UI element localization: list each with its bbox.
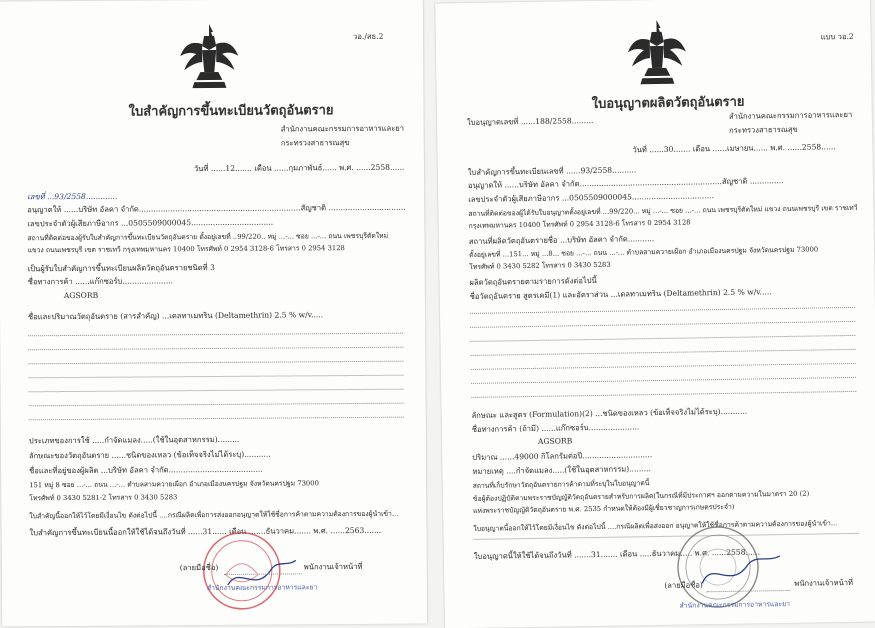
use-type-line: ประเภทของการใช้ .....กำจัดแมลง.....(ใช้ในอุตสาหกรรม)......... <box>28 434 240 446</box>
blank-line <box>471 391 856 398</box>
seal-text: สำนักงานคณะกรรมการอาหารและยา <box>679 599 791 610</box>
quantity-line: ปริมาณ ......49000 กิโลกรัมต่อปี............................. <box>472 450 653 462</box>
seal-text: สำนักงานคณะกรรมการอาหารและยา <box>206 583 318 593</box>
office-address-line-1: สถานที่ติดต่อของผู้ได้รับใบอนุญาตตั้งอยู่เลขที่ ...99/220... หมู่ ...-... ซอย ...-... ถนน เพชรบุรีตัดใหม่ แขวง ถนนเพชรบุรี เขต ราชเทวี <box>468 203 858 218</box>
formulation-line: ลักษณะ และสูตร (Formulation)(2) ...ชนิดของเหลว (ข้อเท็จจริงไม่ได้ระบุ)........... <box>471 406 748 420</box>
registration-reference: ใบสำคัญการขึ้นทะเบียนเลขที่ ......93/2558.......... <box>467 165 637 177</box>
issue-date: วันที่ ......12....... เดือน ......กุมภาพันธ์...... พ.ศ. ......2558...... <box>193 162 405 174</box>
blank-line <box>28 361 403 365</box>
signature-role: พนักงานเจ้าหน้าที่ <box>794 577 854 588</box>
blank-line <box>29 417 404 421</box>
tax-id-line: เลขประจำตัวผู้เสียภาษีอากร ...0505509000045.................................. <box>468 191 715 204</box>
regulation-line-2: แห่งพระราชบัญญัติวัตถุอันตราย พ.ศ. 2535 กำหนดให้ต้องมีผู้เชี่ยวชาญการเกษตรประจำ) <box>473 502 735 515</box>
address-line-2: แขวง ถนนเพชรบุรี เขต ราชเทวี กรุงเทพมหานคร 10400 โทรศัพท์ 0 2954 3128-6 โทรสาร 0 2954 3128 <box>27 244 345 255</box>
blank-line <box>28 347 403 351</box>
condition-line: ใบอนุญาตนี้ออกให้ไว้โดยมีเงื่อนไข ดังต่อไปนี้ ....กรณีผลิตเพื่อส่งออก อนุญาตให้ใช้ชื่อการค้าตามความต้องการของผู้นำเข้า... <box>473 519 838 533</box>
document-title: ใบสำคัญการขึ้นทะเบียนวัตถุอันตราย <box>128 103 334 120</box>
blank-line <box>471 363 856 370</box>
blank-line <box>470 307 855 314</box>
tax-id-line: เลขประจำตัวผู้เสียภาษีอากร ...0505509000045.................................. <box>27 217 274 229</box>
office-name: สำนักงานคณะกรรมการอาหารและยา <box>280 123 405 134</box>
manufacturer-phone: โทรศัพท์ 0 3430 5281-2 โทรสาร 0 3430 5283 <box>29 493 178 503</box>
garuda-emblem <box>178 22 240 92</box>
signature-label: (ลายมือชื่อ) <box>179 562 219 573</box>
class-line: เป็นผู้รับใบสำคัญการขึ้นทะเบียนผลิตวัตถุอันตรายชนิดที่ 3 <box>27 262 215 274</box>
produce-heading: ผลิตวัตถุอันตรายตามรายการดังต่อไปนี้ <box>469 275 597 287</box>
blank-line <box>29 389 404 393</box>
address-line-1: สถานที่ติดต่อของผู้รับใบสำคัญการขึ้นทะเบียนวัตถุอันตราย ตั้งอยู่เลขที่ ..99/220.. หมู่ ...-... ซอย ...-... ถนน เพชรบุรีตัดใหม่ <box>27 231 389 243</box>
registration-number: เลขที่ ...93/2558............. <box>27 191 118 202</box>
regulation-line-1: ข้อผู้ต้องปฏิบัติตามพระราชบัญญัติวัตถุอันตรายสำหรับการผลิต(ในกรณีที่มีประกาศฯ ออกตามความในมาตรา 20 (2) <box>472 489 810 503</box>
issue-date: วันที่ ......30....... เดือน ......เมษายน...... พ.ศ. ......2558...... <box>632 142 836 155</box>
signature-role: พนักงานเจ้าหน้าที่ <box>303 561 363 572</box>
trade-name-value: AGSORB <box>63 290 99 301</box>
signature-label: (ลายมือชื่อ) <box>664 580 703 590</box>
plant-address-line: ตั้งอยู่เลขที่ ...151... หมู่ ...8... ซอย ...-... ถนน ...-... ตำบลสามควายเผือก อำเภอเมืองนครปฐม จังหวัดนครปฐม 73000 <box>469 245 819 259</box>
blank-line <box>470 321 855 328</box>
office-address-line-2: กรุงเทพมหานคร 10400 โทรศัพท์ 0 2954 3128-6 โทรสาร 0 2954 3128 <box>468 218 691 230</box>
garuda-emblem <box>625 17 688 88</box>
licensee-line: อนุญาตให้ ......บริษัท อัลคา จำกัด...........................................................สัญชาติ .............. <box>467 176 784 190</box>
note-line: หมายเหตุ ....กำจัดแมลง.....(ใช้ในอุตสาหกรรม)......... <box>472 464 651 476</box>
ministry-name: กระทรวงสาธารณสุข <box>280 138 350 148</box>
blank-line <box>470 335 855 342</box>
formulation-line: ลักษณะของวัตถุอันตราย ......ชนิดของเหลว (ข้อเท็จจริงไม่ได้ระบุ)........... <box>28 449 271 461</box>
condition-line: ใบสำคัญนี้ออกให้ไว้โดยมีเงื่อนไข ดังต่อไปนี้ ....กรณีผลิตเพื่อการส่งออกอนุญาตให้ใช้ชื่อการค้าตามความต้องการของผู้นำเข้า... <box>29 509 399 521</box>
expiry-line: ใบอนุญาตนี้ให้ใช้ได้จนถึงวันที่ .......31....... เดือน .....ธันวาคม..... พ.ศ. ......2558...... <box>473 547 761 561</box>
ingredient-line: ชื่อและปริมาณวัตถุอันตราย (สารสำคัญ) ...เดลทาเมทริน (Deltamethrin) 2.5 % w/v..... <box>27 310 324 322</box>
licensee-line: อนุญาตให้ ......บริษัท อัลคา จำกัด...................................................................สัญชาติ ................................ <box>27 202 406 215</box>
blank-line <box>28 333 403 337</box>
blank-line <box>29 403 404 407</box>
form-code: วอ./สธ.2 <box>353 31 384 42</box>
document-title: ใบอนุญาตผลิตวัตถุอันตราย <box>591 94 745 113</box>
plant-name-line: สถานที่ผลิตวัตถุอันตรายชื่อ ...บริษัท อัลคา จำกัด........... <box>468 234 655 246</box>
manufacturer-line: ชื่อและที่อยู่ของผู้ผลิต ...บริษัท อัลคา จำกัด....................................... <box>29 464 263 476</box>
office-name: สำนักงานคณะกรรมการอาหารและยา <box>728 109 853 121</box>
storage-line: สถานที่เก็บรักษาวัตถุอันตรายการค้าตามที่ระบุในใบอนุญาตนี้ <box>472 479 650 490</box>
trade-name-line: ชื่อทางการค้า (ถ้ามี) ......แก๊กซอร์บ..................... <box>471 422 640 434</box>
manufacturer-address: 151 หมู่ 8 ซอย ...-... ถนน ...-... ตำบลสามควายเผือก อำเภอเมืองนครปฐม จังหวัดนครปฐม 73000 <box>29 479 319 490</box>
permit-number: ใบอนุญาตเลขที่ ......188/2558......... <box>466 115 594 127</box>
blank-line <box>471 349 856 356</box>
trade-name-value: AGSORB <box>537 436 573 446</box>
blank-line <box>471 377 856 384</box>
blank-line <box>474 533 859 540</box>
registration-certificate-page <box>0 0 427 626</box>
production-permit-page <box>435 0 875 628</box>
trade-name-line: ชื่อทางการค้า ......แก๊กซอร์บ..................... <box>27 276 174 287</box>
form-code: แบบ วอ.2 <box>820 31 854 42</box>
plant-phone-line: โทรศัพท์ 0 3430 5282 โทรสาร 0 3430 5283 <box>469 260 611 271</box>
expiry-line: ใบสำคัญการขึ้นทะเบียนนี้ออกให้ใช้ได้จนถึงวันที่ ......31...... เดือน .......ธันวาคม....... พ.ศ. ......2563....... <box>29 525 382 538</box>
ministry-name: กระทรวงสาธารณสุข <box>729 124 798 135</box>
ingredient-line: ชื่อวัตถุอันตราย สูตรเคมี(1) และอัตราส่วน ...เดลทาเมทริน (Deltamethrin) 2.5 % w/v..... <box>469 287 772 301</box>
blank-line <box>28 375 403 379</box>
